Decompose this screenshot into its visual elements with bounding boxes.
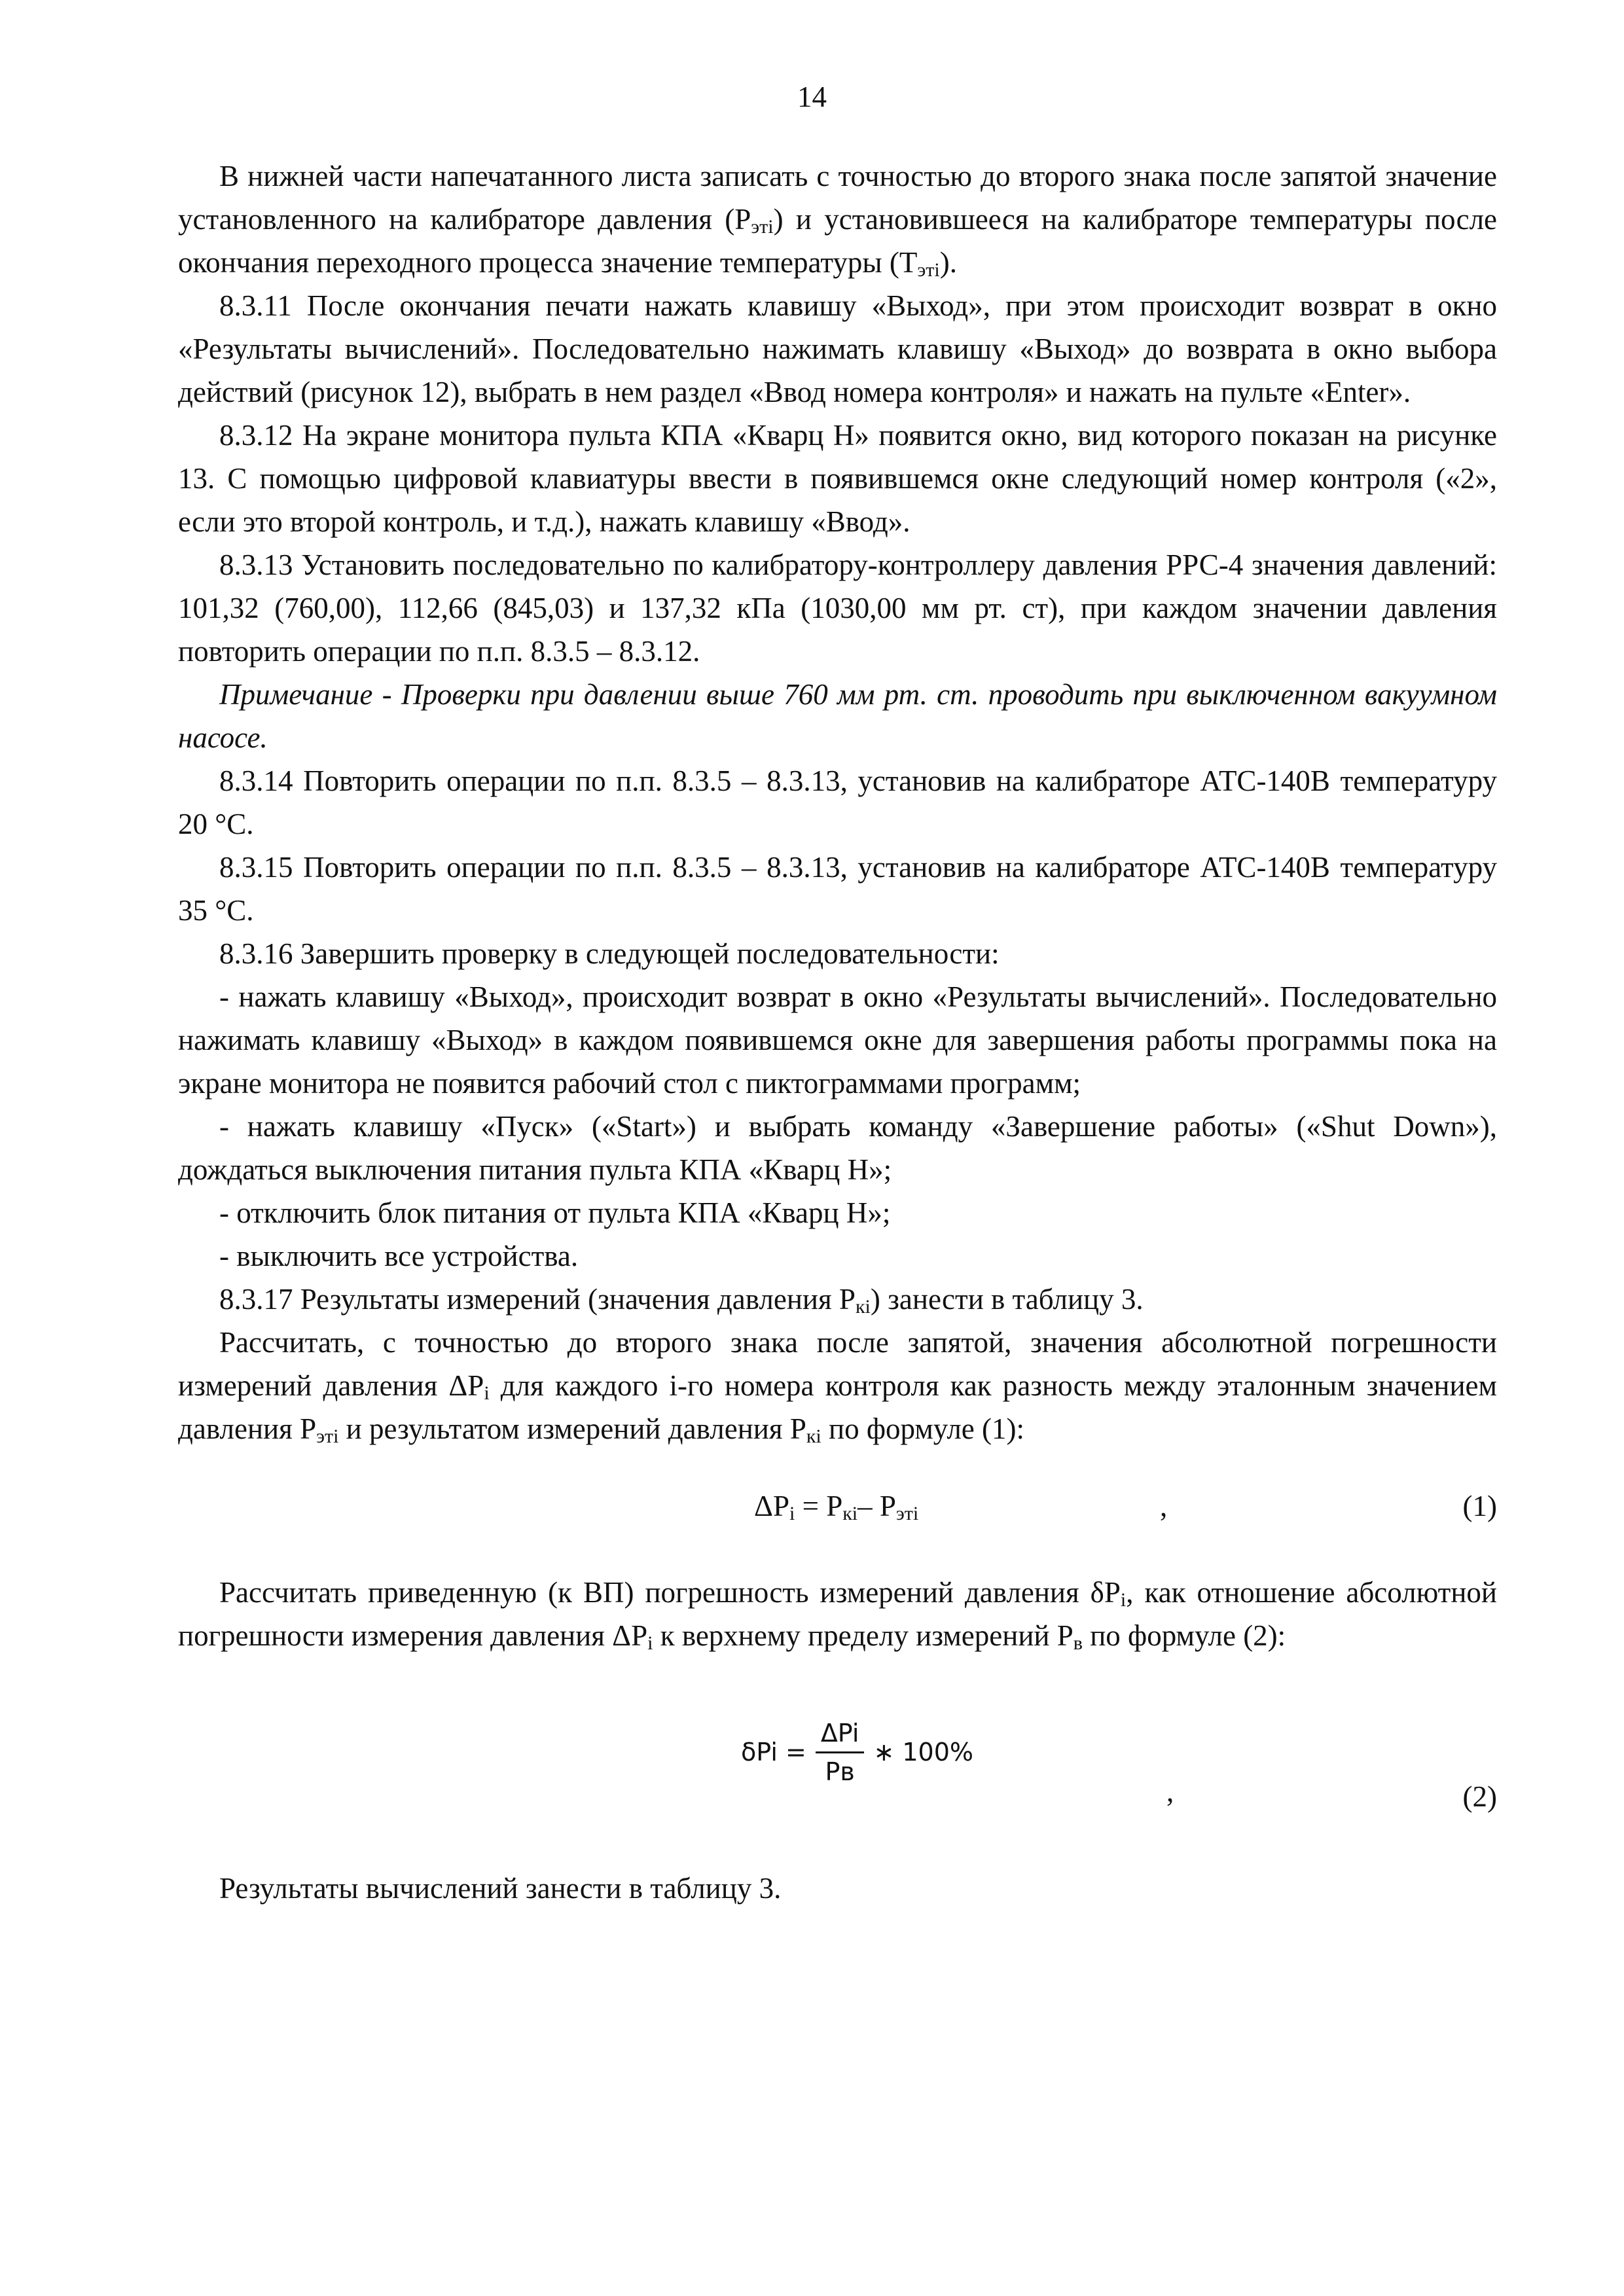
formula-2-number: (2) <box>1462 1780 1497 1813</box>
formula-1-row <box>178 1473 1497 1538</box>
paragraph-calc-relative-error: Рассчитать приведенную (к ВП) погрешность измерений давления $\delta Р_i$, как отношение абсолютной погрешности измерения давления $\Delta Р_i$ к верхнему пределу измерений $Р_в$ по формуле (2): <box>178 1576 1497 1654</box>
document-body <box>178 154 1497 1910</box>
formula-2-fraction <box>816 1717 865 1787</box>
formula-1-number: (1) <box>1462 1490 1497 1522</box>
paragraph-8-3-16: 8.3.16 Завершить проверку в следующей последовательности: <box>219 937 1000 970</box>
formula-2 <box>741 1710 973 1795</box>
formula-1-comma: , <box>1160 1490 1168 1522</box>
formula-2-row <box>178 1710 1497 1834</box>
paragraph-8-3-11: 8.3.11 После окончания печати нажать клавишу «Выход», при этом происходит возврат в окно «Результаты вычислений». Последовательно нажимать клавишу «Выход» до возврата в окно выбора действий (рисунок 12), выбрать в нем раздел «Ввод номера контроля» и нажать на пульте «Enter». <box>178 289 1497 408</box>
formula-2-comma: , <box>1166 1775 1174 1808</box>
formula-2-rhs: ∗ 100% <box>873 1738 974 1767</box>
paragraph-intro: В нижней части напечатанного листа записать с точностью до второго знака после запятой значение установленного на калибраторе давления $(Р_{этi})$ и установившееся на калибраторе температуры после окончания переходного процесса значение температуры $(Т_{этi})$. <box>178 160 1498 281</box>
paragraph-8-3-17: 8.3.17 Результаты измерений (значения давления $Р_{кi}$) занести в таблицу 3. <box>219 1283 1144 1318</box>
formula-2-denominator: Pв <box>825 1757 855 1786</box>
paragraph-8-3-15: 8.3.15 Повторить операции по п.п. 8.3.5 – 8.3.13, установив на калибраторе АТС-140В температуру 35 °С. <box>178 851 1497 927</box>
paragraph-final: Результаты вычислений занести в таблицу 3. <box>219 1872 782 1905</box>
list-item-devices-off: - выключить все устройства. <box>219 1240 579 1272</box>
page-number: 14 <box>797 81 827 113</box>
paragraph-calc-absolute-error: Рассчитать, с точностью до второго знака после запятой, значения абсолютной погрешности измерений давления $\Delta Р_i$ для каждого i-го номера контроля как разность между эталонным значением давления $Р_{этi}$ и результатом измерений давления $Р_{кi}$ по формуле (1): <box>178 1326 1497 1447</box>
formula-1: $\Delta Р_i = Р_{кi}-$ $Р_{этi}$ <box>754 1490 919 1524</box>
paragraph-8-3-14: 8.3.14 Повторить операции по п.п. 8.3.5 – 8.3.13, установив на калибраторе АТС-140В температуру 20 °С. <box>178 764 1497 840</box>
paragraph-8-3-12: 8.3.12 На экране монитора пульта КПА «Кварц Н» появится окно, вид которого показан на рисунке 13. С помощью цифровой клавиатуры ввести в появившемся окне следующий номер контроля («2», если это второй контроль, и т.д.), нажать клавишу «Ввод». <box>178 419 1497 538</box>
paragraph-8-3-13: 8.3.13 Установить последовательно по калибратору-контроллеру давления РРС-4 значения давлений: 101,32 (760,00), 112,66 (845,03) и 137,32 кПа (1030,00 мм рт. ст), при каждом значении давления повторить операции по п.п. 8.3.5 – 8.3.12. <box>178 548 1497 668</box>
list-item-shutdown: - нажать клавишу «Пуск» («Start») и выбрать команду «Завершение работы» («Shut Down»), дождаться выключения питания пульта КПА «Кварц Н»; <box>178 1110 1497 1186</box>
formula-2-numerator: ΔPi <box>816 1717 865 1753</box>
list-item-power-off: - отключить блок питания от пульта КПА «Кварц Н»; <box>219 1196 891 1229</box>
note-vacuum-pump: Примечание - Проверки при давлении выше 760 мм рт. ст. проводить при выключенном вакуумном насосе. <box>178 678 1497 754</box>
formula-2-lhs: δPi = <box>741 1738 806 1767</box>
list-item-exit-key: - нажать клавишу «Выход», происходит возврат в окно «Результаты вычислений». Последовательно нажимать клавишу «Выход» в каждом появившемся окне для завершения работы программы пока на экране монитора не появится рабочий стол с пиктограммами программ; <box>178 980 1497 1100</box>
